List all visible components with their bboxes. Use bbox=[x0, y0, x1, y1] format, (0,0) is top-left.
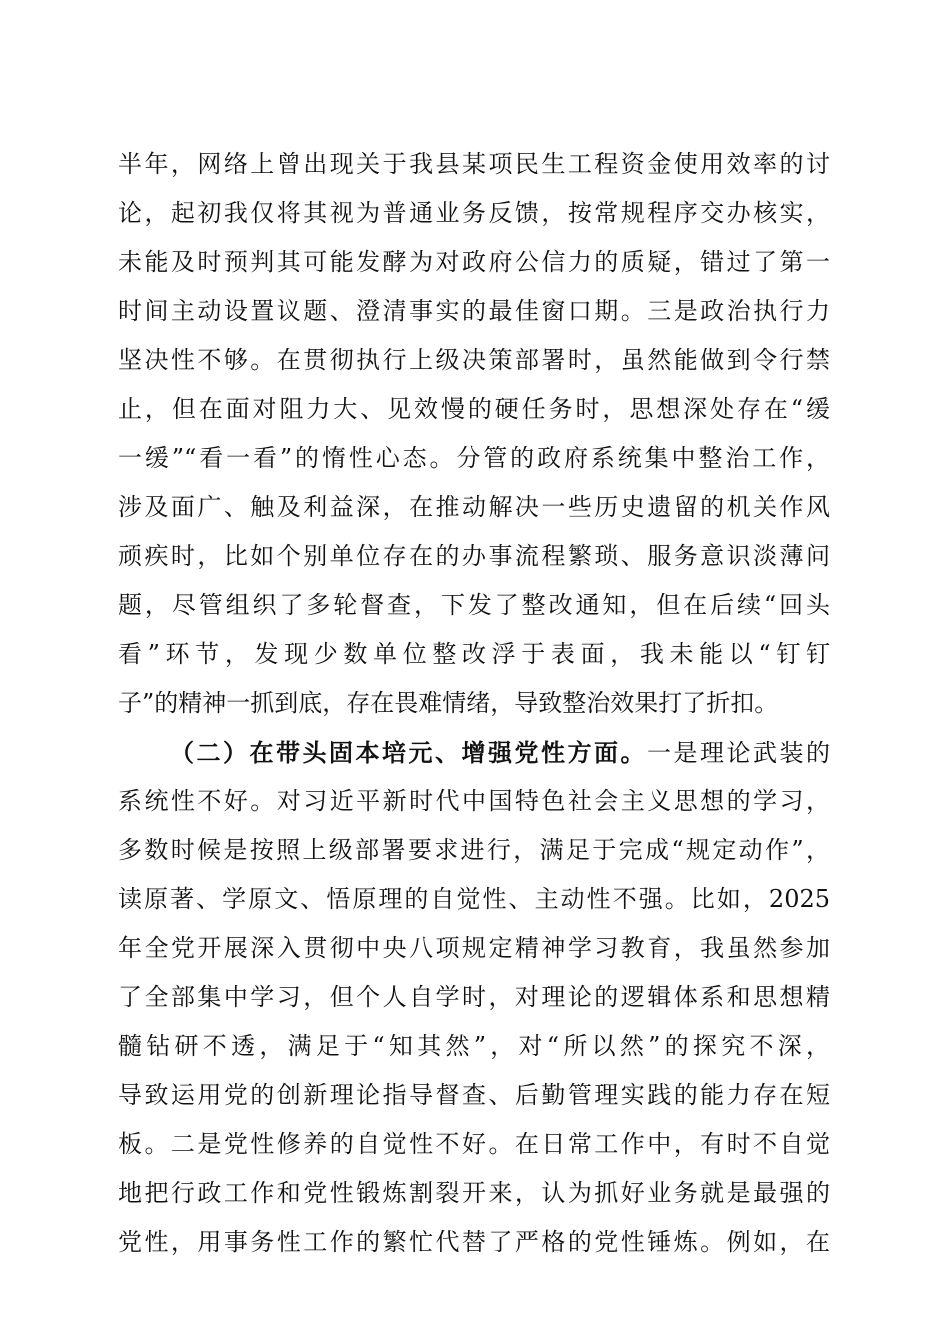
text-line: 板。二是党性修养的自觉性不好。在日常工作中，有时不自觉 bbox=[118, 1130, 830, 1158]
section-heading-rest: 一是理论武装的 bbox=[647, 739, 830, 767]
text-line: 涉及面广、触及利益深，在推动解决一些历史遗留的机关作风 bbox=[118, 493, 830, 521]
text-line: 髓钻研不透，满足于“知其然”，对“所以然”的探究不深， bbox=[118, 1032, 830, 1060]
body-text bbox=[118, 140, 830, 1267]
section-heading: （二）在带头固本培元、增强党性方面。 bbox=[170, 738, 647, 767]
section-heading-line bbox=[118, 728, 830, 777]
text-line: 读原著、学原文、悟原理的自觉性、主动性不强。比如，2025 bbox=[118, 885, 830, 913]
text-line: 年全党开展深入贯彻中央八项规定精神学习教育，我虽然参加 bbox=[118, 934, 830, 962]
text-line: 论，起初我仅将其视为普通业务反馈，按常规程序交办核实， bbox=[118, 199, 830, 227]
text-line: 半年，网络上曾出现关于我县某项民生工程资金使用效率的讨 bbox=[118, 150, 830, 178]
text-line: 党性，用事务性工作的繁忙代替了严格的党性锤炼。例如，在 bbox=[118, 1228, 830, 1256]
text-line: 题，尽管组织了多轮督查，下发了整改通知，但在后续“回头 bbox=[118, 591, 830, 619]
text-line: 子”的精神一抓到底，存在畏难情绪，导致整治效果打了折扣。 bbox=[118, 689, 779, 717]
text-line: 顽疾时，比如个别单位存在的办事流程繁琐、服务意识淡薄问 bbox=[118, 542, 830, 570]
text-line: 坚决性不够。在贯彻执行上级决策部署时，虽然能做到令行禁 bbox=[118, 346, 830, 374]
text-line: 止，但在面对阻力大、见效慢的硬任务时，思想深处存在“缓 bbox=[118, 395, 830, 423]
text-line: 了全部集中学习，但个人自学时，对理论的逻辑体系和思想精 bbox=[118, 983, 830, 1011]
text-line: 一缓”“看一看”的惰性心态。分管的政府系统集中整治工作， bbox=[118, 444, 830, 472]
text-line: 未能及时预判其可能发酵为对政府公信力的质疑，错过了第一 bbox=[118, 248, 830, 276]
text-line: 导致运用党的创新理论指导督查、后勤管理实践的能力存在短 bbox=[118, 1081, 830, 1109]
text-line: 看”环节，发现少数单位整改浮于表面，我未能以“钉钉 bbox=[118, 640, 830, 668]
text-line: 时间主动设置议题、澄清事实的最佳窗口期。三是政治执行力 bbox=[118, 297, 830, 325]
text-line: 系统性不好。对习近平新时代中国特色社会主义思想的学习， bbox=[118, 787, 830, 815]
text-line: 地把行政工作和党性锻炼割裂开来，认为抓好业务就是最强的 bbox=[118, 1179, 830, 1207]
text-line: 多数时候是按照上级部署要求进行，满足于完成“规定动作”， bbox=[118, 836, 830, 864]
